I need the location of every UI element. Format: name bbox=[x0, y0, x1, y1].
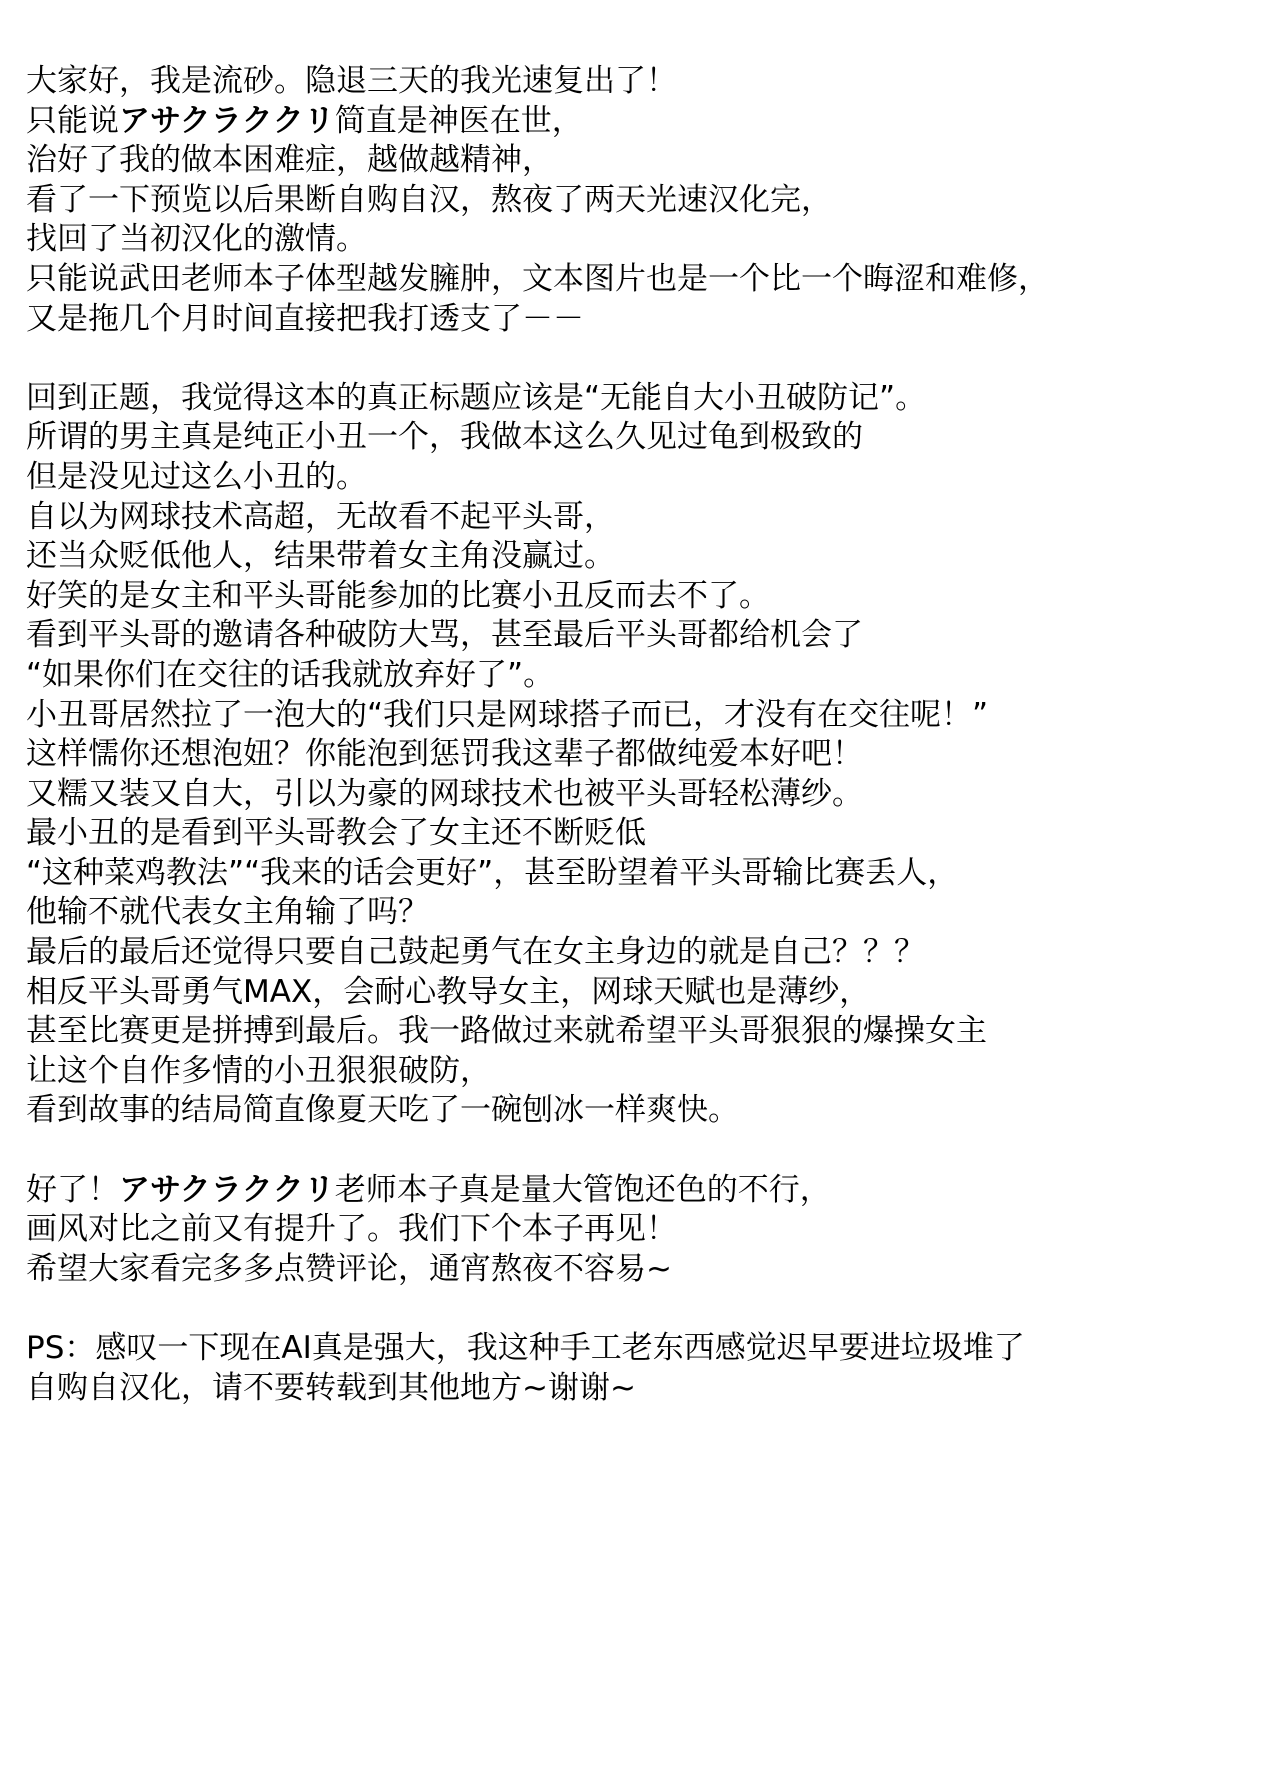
text-line bbox=[26, 62, 1266, 102]
text-segment: 看到故事的结局简直像夏天吃了一碗刨冰一样爽快。 bbox=[26, 1092, 739, 1129]
text-segment: 小丑哥居然拉了一泡大的“我们只是网球搭子而已，才没有在交往呢！” bbox=[26, 696, 989, 733]
text-line bbox=[26, 893, 1266, 933]
text-line bbox=[26, 696, 1266, 736]
text-line bbox=[26, 1052, 1266, 1092]
text-segment: 大家好，我是流砂。隐退三天的我光速复出了！ bbox=[26, 63, 677, 99]
text-segment: 让这个自作多情的小丑狠狠破防， bbox=[26, 1052, 491, 1089]
text-line bbox=[26, 616, 1266, 656]
text-segment: “如果你们在交往的话我就放弃好了”。 bbox=[26, 656, 555, 693]
text-line bbox=[26, 181, 1266, 221]
text-line bbox=[26, 973, 1266, 1013]
text-segment: 又糯又装又自大，引以为豪的网球技术也被平头哥轻松薄纱。 bbox=[26, 775, 863, 812]
text-segment: 甚至比赛更是拼搏到最后。我一路做过来就希望平头哥狠狠的爆操女主 bbox=[26, 1013, 987, 1050]
text-line bbox=[26, 379, 1266, 419]
text-segment: 他输不就代表女主角输了吗？ bbox=[26, 894, 429, 931]
paragraph-gap bbox=[26, 1131, 1266, 1171]
text-segment: 治好了我的做本困难症，越做越精神， bbox=[26, 142, 553, 179]
text-line bbox=[26, 775, 1266, 815]
text-line bbox=[26, 735, 1266, 775]
text-line bbox=[26, 537, 1266, 577]
text-segment: 只能说武田老师本子体型越发臃肿，文本图片也是一个比一个晦涩和难修， bbox=[26, 260, 1049, 297]
text-line bbox=[26, 814, 1266, 854]
text-line bbox=[26, 1329, 1266, 1369]
text-line bbox=[26, 1171, 1266, 1211]
text-line bbox=[26, 458, 1266, 498]
text-segment: 相反平头哥勇气MAX，会耐心教导女主，网球天赋也是薄纱， bbox=[26, 973, 871, 1010]
text-segment: 又是拖几个月时间直接把我打透支了－－ bbox=[26, 300, 584, 337]
text-line bbox=[26, 498, 1266, 538]
text-segment: 画风对比之前又有提升了。我们下个本子再见！ bbox=[26, 1211, 677, 1248]
text-segment: 只能说 bbox=[26, 102, 119, 139]
text-line bbox=[26, 1210, 1266, 1250]
text-segment: 看了一下预览以后果断自购自汉，熬夜了两天光速汉化完， bbox=[26, 181, 832, 218]
text-segment: PS：感叹一下现在AI真是强大，我这种手工老东西感觉迟早要进垃圾堆了 bbox=[26, 1330, 1025, 1366]
text-line bbox=[26, 102, 1266, 142]
text-segment: 自购自汉化，请不要转载到其他地方~谢谢~ bbox=[26, 1369, 636, 1406]
text-segment: 回到正题，我觉得这本的真正标题应该是“无能自大小丑破防记”。 bbox=[26, 379, 927, 416]
text-line bbox=[26, 1369, 1266, 1409]
text-segment: 最小丑的是看到平头哥教会了女主还不断贬低 bbox=[26, 815, 646, 852]
text-line bbox=[26, 854, 1266, 894]
author-name: アサクラククリ bbox=[119, 102, 335, 139]
text-segment: 找回了当初汉化的激情。 bbox=[26, 221, 367, 258]
text-segment: 好了！ bbox=[26, 1171, 119, 1208]
text-segment: 但是没见过这么小丑的。 bbox=[26, 458, 367, 495]
text-segment: 希望大家看完多多点赞评论，通宵熬夜不容易~ bbox=[26, 1250, 672, 1287]
text-segment: 自以为网球技术高超，无故看不起平头哥， bbox=[26, 498, 615, 535]
paragraph-gap bbox=[26, 339, 1266, 379]
text-line bbox=[26, 656, 1266, 696]
text-segment: 简直是神医在世， bbox=[334, 102, 583, 139]
text-segment: 老师本子真是量大管饱还色的不行， bbox=[334, 1171, 831, 1208]
text-line bbox=[26, 418, 1266, 458]
text-line bbox=[26, 1250, 1266, 1290]
text-segment: 这样懦你还想泡妞？你能泡到惩罚我这辈子都做纯爱本好吧！ bbox=[26, 736, 863, 773]
text-line bbox=[26, 1012, 1266, 1052]
text-segment: “这种菜鸡教法”“我来的话会更好”，甚至盼望着平头哥输比赛丢人， bbox=[26, 854, 959, 891]
text-segment: 看到平头哥的邀请各种破防大骂，甚至最后平头哥都给机会了 bbox=[26, 617, 863, 654]
author-name: アサクラククリ bbox=[119, 1171, 335, 1208]
text-segment: 最后的最后还觉得只要自己鼓起勇气在女主身边的就是自己？？？ bbox=[26, 934, 925, 971]
text-line bbox=[26, 577, 1266, 617]
text-segment: 所谓的男主真是纯正小丑一个，我做本这么久见过龟到极致的 bbox=[26, 419, 863, 456]
text-line bbox=[26, 1091, 1266, 1131]
text-line bbox=[26, 260, 1266, 300]
text-segment: 好笑的是女主和平头哥能参加的比赛小丑反而去不了。 bbox=[26, 577, 770, 614]
text-line bbox=[26, 220, 1266, 260]
text-segment: 还当众贬低他人，结果带着女主角没赢过。 bbox=[26, 538, 615, 575]
text-line bbox=[26, 141, 1266, 181]
text-line bbox=[26, 300, 1266, 340]
afterword-text bbox=[26, 62, 1266, 1408]
paragraph-gap bbox=[26, 1289, 1266, 1329]
text-line bbox=[26, 933, 1266, 973]
